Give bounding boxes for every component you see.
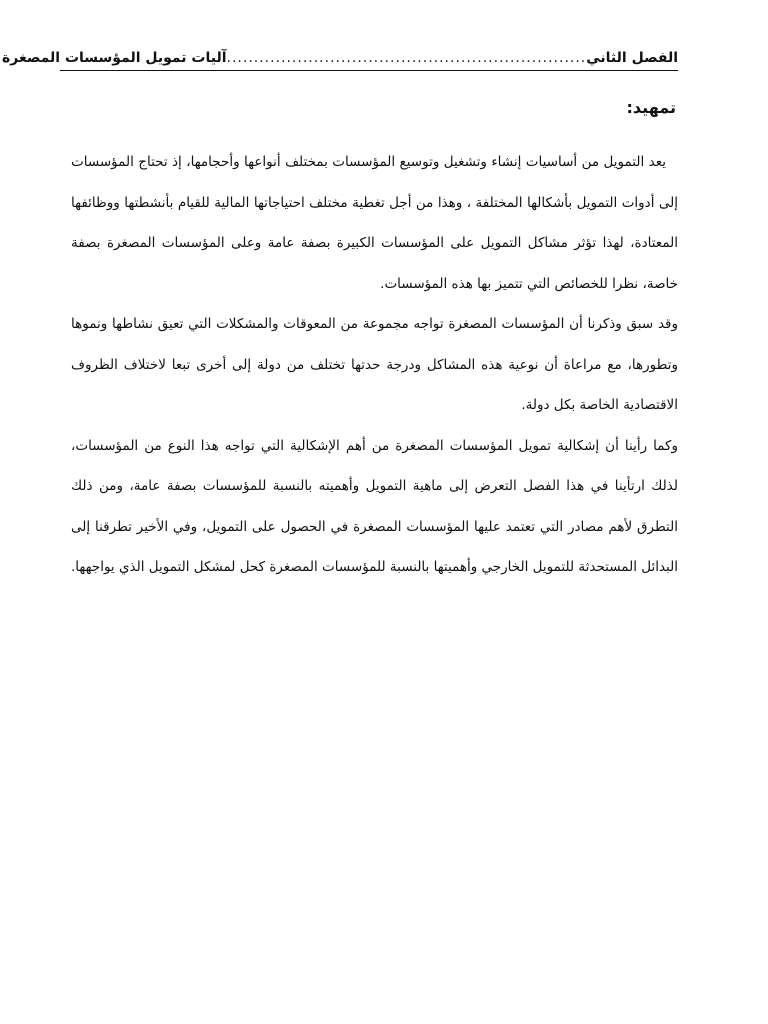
paragraph-chapter-plan: وكما رأينا أن إشكالية تمويل المؤسسات المصغرة من أهم الإشكالية التي تواجه هذا النوع من المؤسسات، لذلك ارتأينا في هذا الفصل التعرض إلى ماهية التمويل وأهميته بالنسبة للمؤسسات بصفة عامة، ومن ذلك التطرق لأهم مصادر التي تعتمد عليها المؤسسات المصغرة في الحصول على التمويل، وفي الأخير تطرقنا إلى البدائل المستحدثة للتمويل الخارجي وأهميتها بالنسبة للمؤسسات المصغرة كحل لمشكل التمويل الذي يواجهها. (71, 437, 678, 575)
header-rule (60, 70, 678, 71)
header-chapter: الفصل الثاني (586, 50, 678, 66)
body-text (71, 142, 678, 588)
running-header (1, 47, 678, 69)
header-topic: آليات تمويل المؤسسات المصغرة (1, 50, 227, 66)
paragraph-intro: يعد التمويل من أساسيات إنشاء وتشغيل وتوسيع المؤسسات بمختلف أنواعها وأحجامها، إذ تحتاج المؤسسات إلى أدوات التمويل بأشكالها المختلفة ، وهذا من أجل تغطية مختلف احتياجاتها المالية للقيام بأنشطتها ووظائفها المعتادة، لهذا تؤثر مشاكل التمويل على المؤسسات الكبيرة بصفة عامة وعلى المؤسسات المصغرة بصفة خاصة، نظرا للخصائص التي تتميز بها هذه المؤسسات. (71, 154, 678, 292)
paragraph-obstacles: وقد سبق وذكرنا أن المؤسسات المصغرة تواجه مجموعة من المعوقات والمشكلات التي تعيق نشاطها ونموها وتطورها، مع مراعاة أن نوعية هذه المشاكل ودرجة حدتها تختلف من دولة إلى أخرى تبعا لاختلاف الظروف الاقتصادية الخاصة بكل دولة. (71, 316, 678, 413)
section-title: تمهيد: (626, 98, 676, 117)
header-leader-dots: .................................................................. (226, 50, 587, 66)
